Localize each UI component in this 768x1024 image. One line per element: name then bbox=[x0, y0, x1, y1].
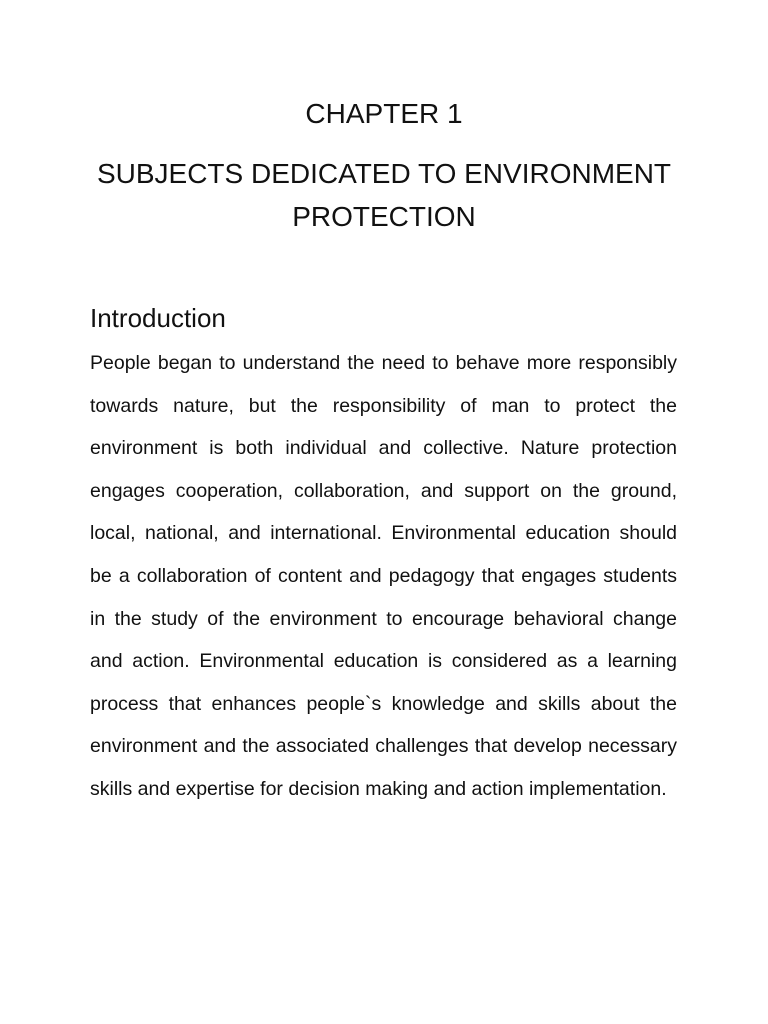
section-heading: Introduction bbox=[90, 303, 226, 333]
chapter-label: CHAPTER 1 bbox=[305, 98, 463, 129]
chapter-title: SUBJECTS DEDICATED TO ENVIRONMENT PROTECTION bbox=[96, 158, 672, 232]
body-paragraph: People began to understand the need to behave more responsibly towards nature, but the responsibility of man to protect the environment is both individual and collective. Nature protection engages cooperation, collaboration, and support on the ground, local, national, and international. Environmental education should be a collaboration of content and pedagogy that engages students in the study of the environment to encourage behavioral change and action. Environmental education is considered as a learning process that enhances people`s knowledge and skills about the environment and the associated challenges that develop necessary skills and expertise for decision making and action implementation. bbox=[90, 352, 677, 800]
